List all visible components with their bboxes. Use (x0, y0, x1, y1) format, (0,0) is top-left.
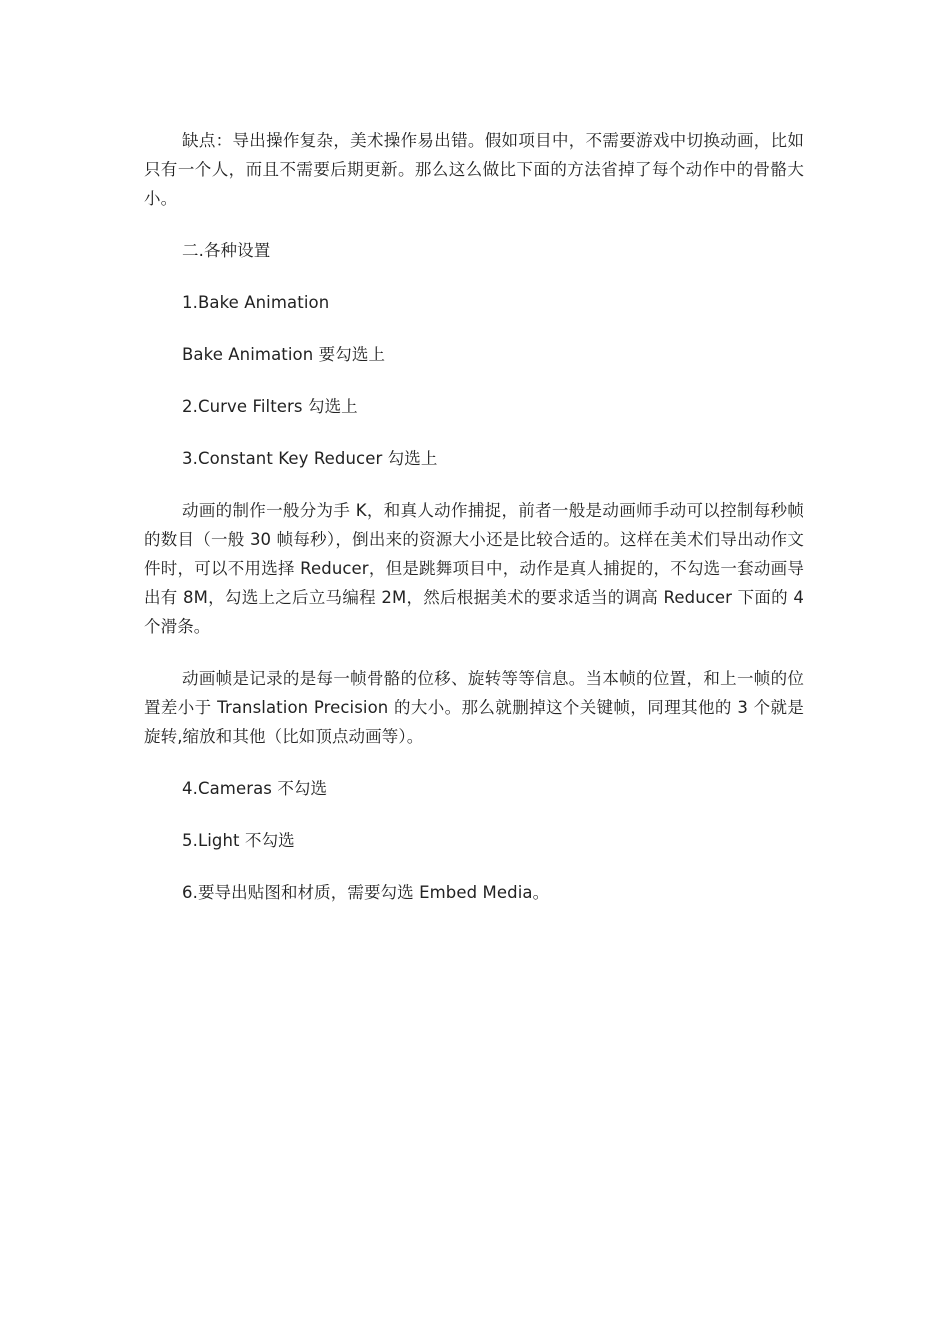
paragraph-drawbacks: 缺点：导出操作复杂，美术操作易出错。假如项目中，不需要游戏中切换动画，比如只有一个人，而且不需要后期更新。那么这么做比下面的方法省掉了每个动作中的骨骼大小。 (144, 131, 804, 208)
setting-bake-animation-heading: 1.Bake Animation (182, 293, 330, 312)
setting-light: 5.Light 不勾选 (182, 831, 295, 850)
setting-constant-key-reducer: 3.Constant Key Reducer 勾选上 (182, 449, 438, 468)
setting-embed-media: 6.要导出贴图和材质，需要勾选 Embed Media。 (182, 883, 550, 902)
setting-cameras: 4.Cameras 不勾选 (182, 779, 328, 798)
paragraph-animation-frames: 动画帧是记录的是每一帧骨骼的位移、旋转等等信息。当本帧的位置，和上一帧的位置差小于 Translation Precision 的大小。那么就删掉这个关键帧，同理其他的 3 个就是旋转,缩放和其他（比如顶点动画等）。 (144, 669, 804, 746)
document-body (144, 126, 804, 930)
setting-curve-filters: 2.Curve Filters 勾选上 (182, 397, 358, 416)
section-heading-settings: 二.各种设置 (182, 241, 271, 260)
paragraph-animation-production: 动画的制作一般分为手 K，和真人动作捕捉，前者一般是动画师手动可以控制每秒帧的数目（一般 30 帧每秒），倒出来的资源大小还是比较合适的。这样在美术们导出动作文件时，可以不用选择 Reducer，但是跳舞项目中，动作是真人捕捉的，不勾选一套动画导出有 8M，勾选上之后立马编程 2M，然后根据美术的要求适当的调高 Reducer 下面的 4 个滑条。 (144, 501, 804, 636)
setting-bake-animation-note: Bake Animation 要勾选上 (182, 345, 386, 364)
